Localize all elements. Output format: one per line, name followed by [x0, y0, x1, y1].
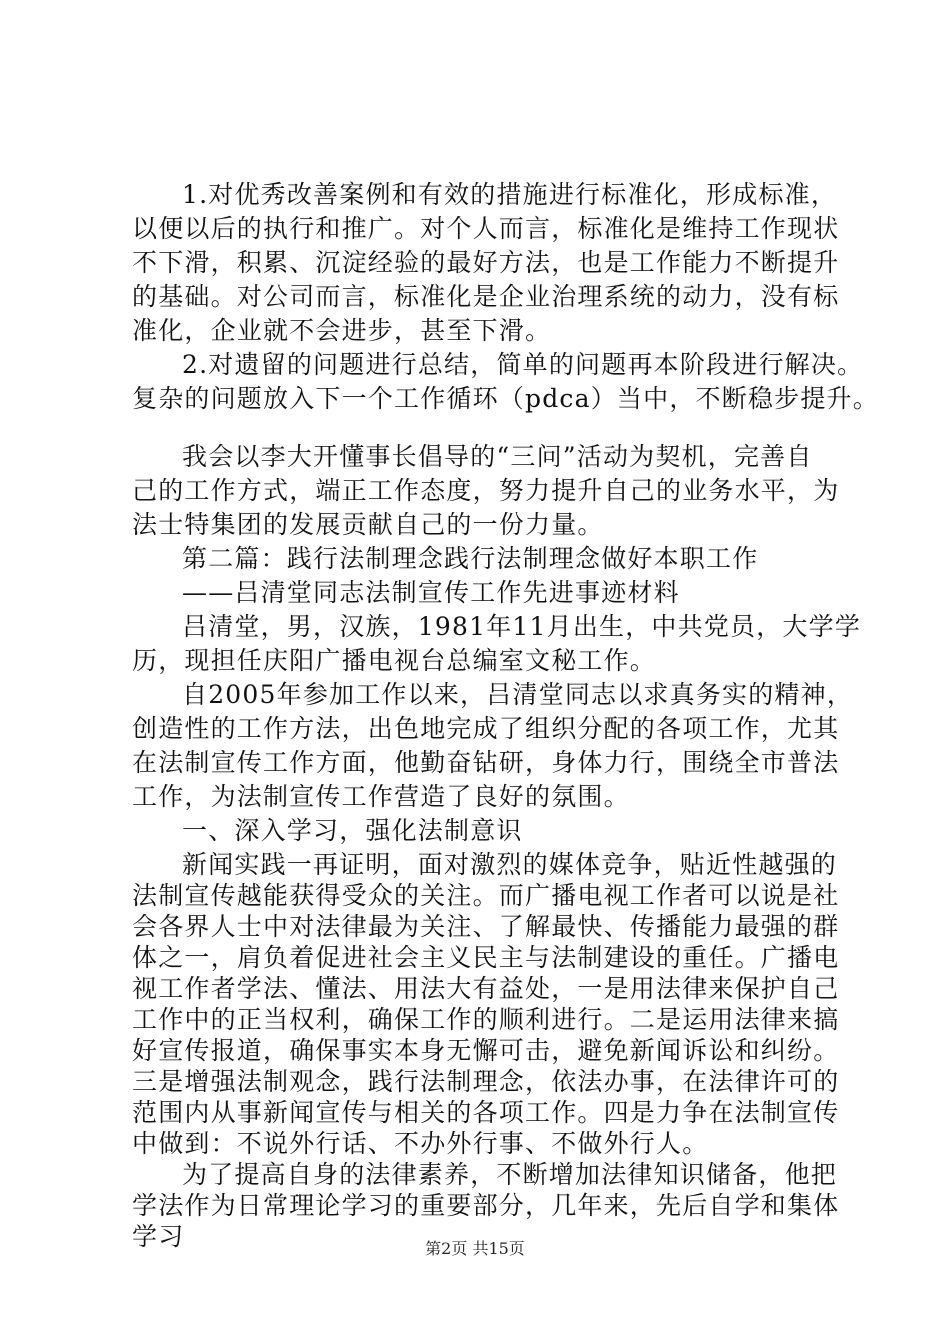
- paragraph-line: 的基础。对公司而言，标准化是企业治理系统的动力，没有标: [132, 282, 840, 311]
- paragraph-line: 1.对优秀改善案例和有效的措施进行标准化，形成标准，: [182, 180, 838, 209]
- paragraph-line: 体之一，肩负着促进社会主义民主与法制建设的重任。广播电: [132, 943, 840, 972]
- page-footer: 第2页 共15页: [425, 1239, 525, 1258]
- paragraph-line: 中做到：不说外行话、不办外行事、不做外行人。: [132, 1129, 709, 1158]
- paragraph-line: 复杂的问题放入下一个工作循环（pdca）当中，不断稳步提升。: [132, 384, 879, 413]
- paragraph-line: 我会以李大开懂事长倡导的“三问”活动为契机，完善自: [182, 442, 813, 471]
- paragraph-line: 工作，为法制宣传工作营造了良好的氛围。: [132, 782, 630, 811]
- paragraph-line: 准化，企业就不会进步，甚至下滑。: [132, 316, 552, 345]
- paragraph-line: 三是增强法制观念，践行法制理念，依法办事，在法律许可的: [132, 1067, 840, 1096]
- paragraph-line: 创造性的工作方法，出色地完成了组织分配的各项工作，尤其: [132, 714, 840, 743]
- paragraph-line: 自2005年参加工作以来，吕清堂同志以求真务实的精神，: [182, 680, 854, 709]
- paragraph-line: 学习: [132, 1222, 185, 1251]
- paragraph-line: 吕清堂，男，汉族，1981年11月出生，中共党员，大学学: [182, 612, 862, 641]
- section-subheading: ——吕清堂同志法制宣传工作先进事迹材料: [182, 578, 680, 607]
- paragraph-line: 己的工作方式，端正工作态度，努力提升自己的业务水平，为: [132, 476, 840, 505]
- paragraph-line: 以便以后的执行和推广。对个人而言，标准化是维持工作现状: [132, 214, 840, 243]
- paragraph-line: 历，现担任庆阳广播电视台总编室文秘工作。: [132, 646, 657, 675]
- section-heading: 一、深入学习，强化法制意识: [182, 816, 523, 845]
- paragraph-line: 好宣传报道，确保事实本身无懈可击，避免新闻诉讼和纠纷。: [132, 1036, 840, 1065]
- paragraph-line: 新闻实践一再证明，面对激烈的媒体竞争，贴近性越强的: [182, 850, 838, 879]
- paragraph-line: 会各界人士中对法律最为关注、了解最快、传播能力最强的群: [132, 912, 840, 941]
- paragraph-line: 2.对遗留的问题进行总结，简单的问题再本阶段进行解决。: [182, 350, 864, 379]
- paragraph-line: 范围内从事新闻宣传与相关的各项工作。四是力争在法制宣传: [132, 1098, 840, 1127]
- paragraph-line: 视工作者学法、懂法、用法大有益处，一是用法律来保护自己: [132, 974, 840, 1003]
- section-heading: 第二篇：践行法制理念践行法制理念做好本职工作: [182, 544, 759, 573]
- paragraph-line: 在法制宣传工作方面，他勤奋钻研，身体力行，围绕全市普法: [132, 748, 840, 777]
- paragraph-line: 法士特集团的发展贡献自己的一份力量。: [132, 510, 604, 539]
- paragraph-line: 不下滑，积累、沉淀经验的最好方法，也是工作能力不断提升: [132, 248, 840, 277]
- paragraph-line: 为了提高自身的法律素养，不断增加法律知识储备，他把: [182, 1160, 838, 1189]
- paragraph-line: 法制宣传越能获得受众的关注。而广播电视工作者可以说是社: [132, 881, 840, 910]
- paragraph-line: 工作中的正当权利，确保工作的顺利进行。二是运用法律来搞: [132, 1005, 840, 1034]
- paragraph-line: 学法作为日常理论学习的重要部分，几年来，先后自学和集体: [132, 1191, 840, 1220]
